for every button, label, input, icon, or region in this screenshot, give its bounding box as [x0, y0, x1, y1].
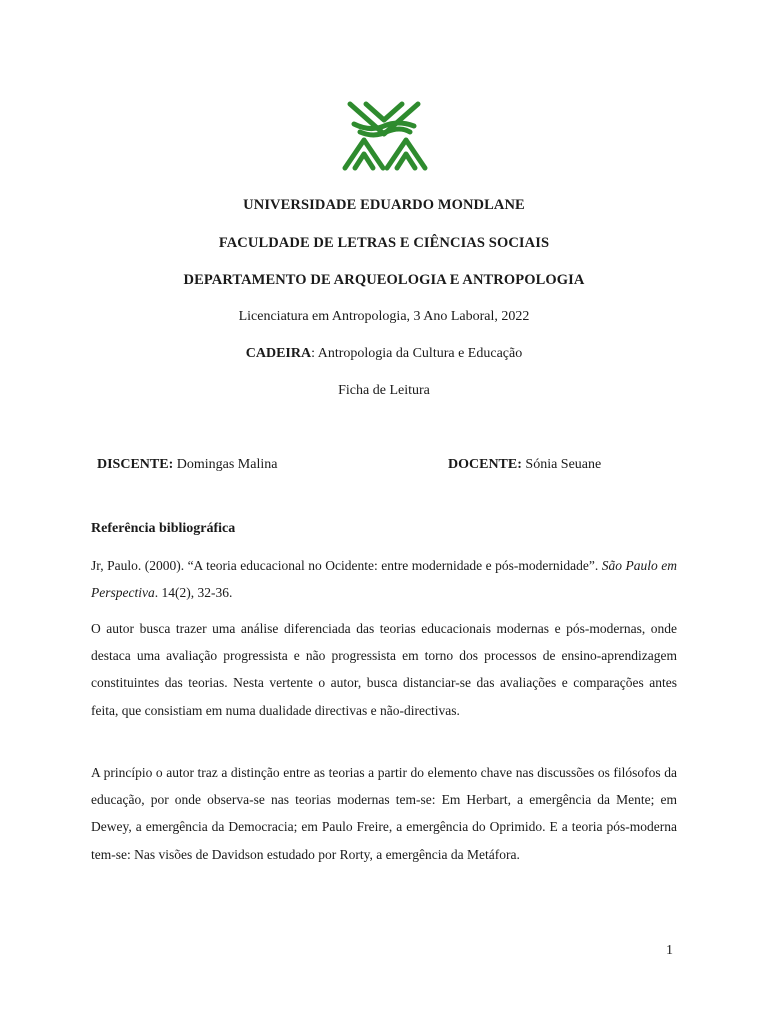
department-name: DEPARTAMENTO DE ARQUEOLOGIA E ANTROPOLOGIA	[183, 272, 585, 288]
reference-title: Referência bibliográfica	[91, 521, 236, 536]
page-number: 1	[666, 943, 673, 958]
teacher-name: Sónia Seuane	[525, 457, 602, 472]
subject-line	[0, 346, 768, 362]
university-logo	[340, 96, 430, 172]
student-name: Domingas Malina	[176, 457, 278, 472]
subject-value: : Antropologia da Cultura e Educação	[311, 346, 523, 361]
teacher-label: DOCENTE:	[448, 457, 522, 472]
citation-main: Jr, Paulo. (2000). “A teoria educacional no Ocidente: entre modernidade e pós-modernidade”.	[91, 558, 599, 573]
body-paragraph-2: A princípio o autor traz a distinção entre as teorias a partir do elemento chave nas discussões os filósofos da educação, por onde observa-se nas teorias modernas tem-se: Em Herbart, a emergência da Mente; em Dewey, a emergência da Democracia; em Paulo Freire, a emergência do Oprimido. E a teoria pós-moderna tem-se: Nas visões de Davidson estudado por Rorty, a emergência da Metáfora.	[91, 765, 677, 862]
faculty-name: FACULDADE DE LETRAS E CIÊNCIAS SOCIAIS	[218, 235, 550, 251]
student-line	[97, 457, 277, 473]
citation-details: . 14(2), 32-36.	[154, 585, 233, 601]
body-paragraph-1: O autor busca trazer uma análise diferenciada das teorias educacionais modernas e pós-modernas, onde destaca uma avaliação progressista e não progressista em torno dos processos de ensino-aprendizagem constituintes das teorias. Nesta vertente o autor, busca distanciar-se das avaliações e comparações antes feita, que consistiam em numa dualidade directivas e não-directivas.	[91, 621, 677, 718]
teacher-line	[448, 457, 601, 473]
subject-label: CADEIRA	[245, 346, 312, 361]
citation-journal: São Paulo em Perspectiva	[91, 558, 677, 601]
document-type: Ficha de Leitura	[338, 383, 430, 398]
course-info: Licenciatura em Antropologia, 3 Ano Laboral, 2022	[238, 309, 530, 324]
university-name: UNIVERSIDADE EDUARDO MONDLANE	[243, 197, 525, 213]
student-label: DISCENTE:	[97, 457, 174, 472]
reference-citation	[91, 552, 677, 606]
